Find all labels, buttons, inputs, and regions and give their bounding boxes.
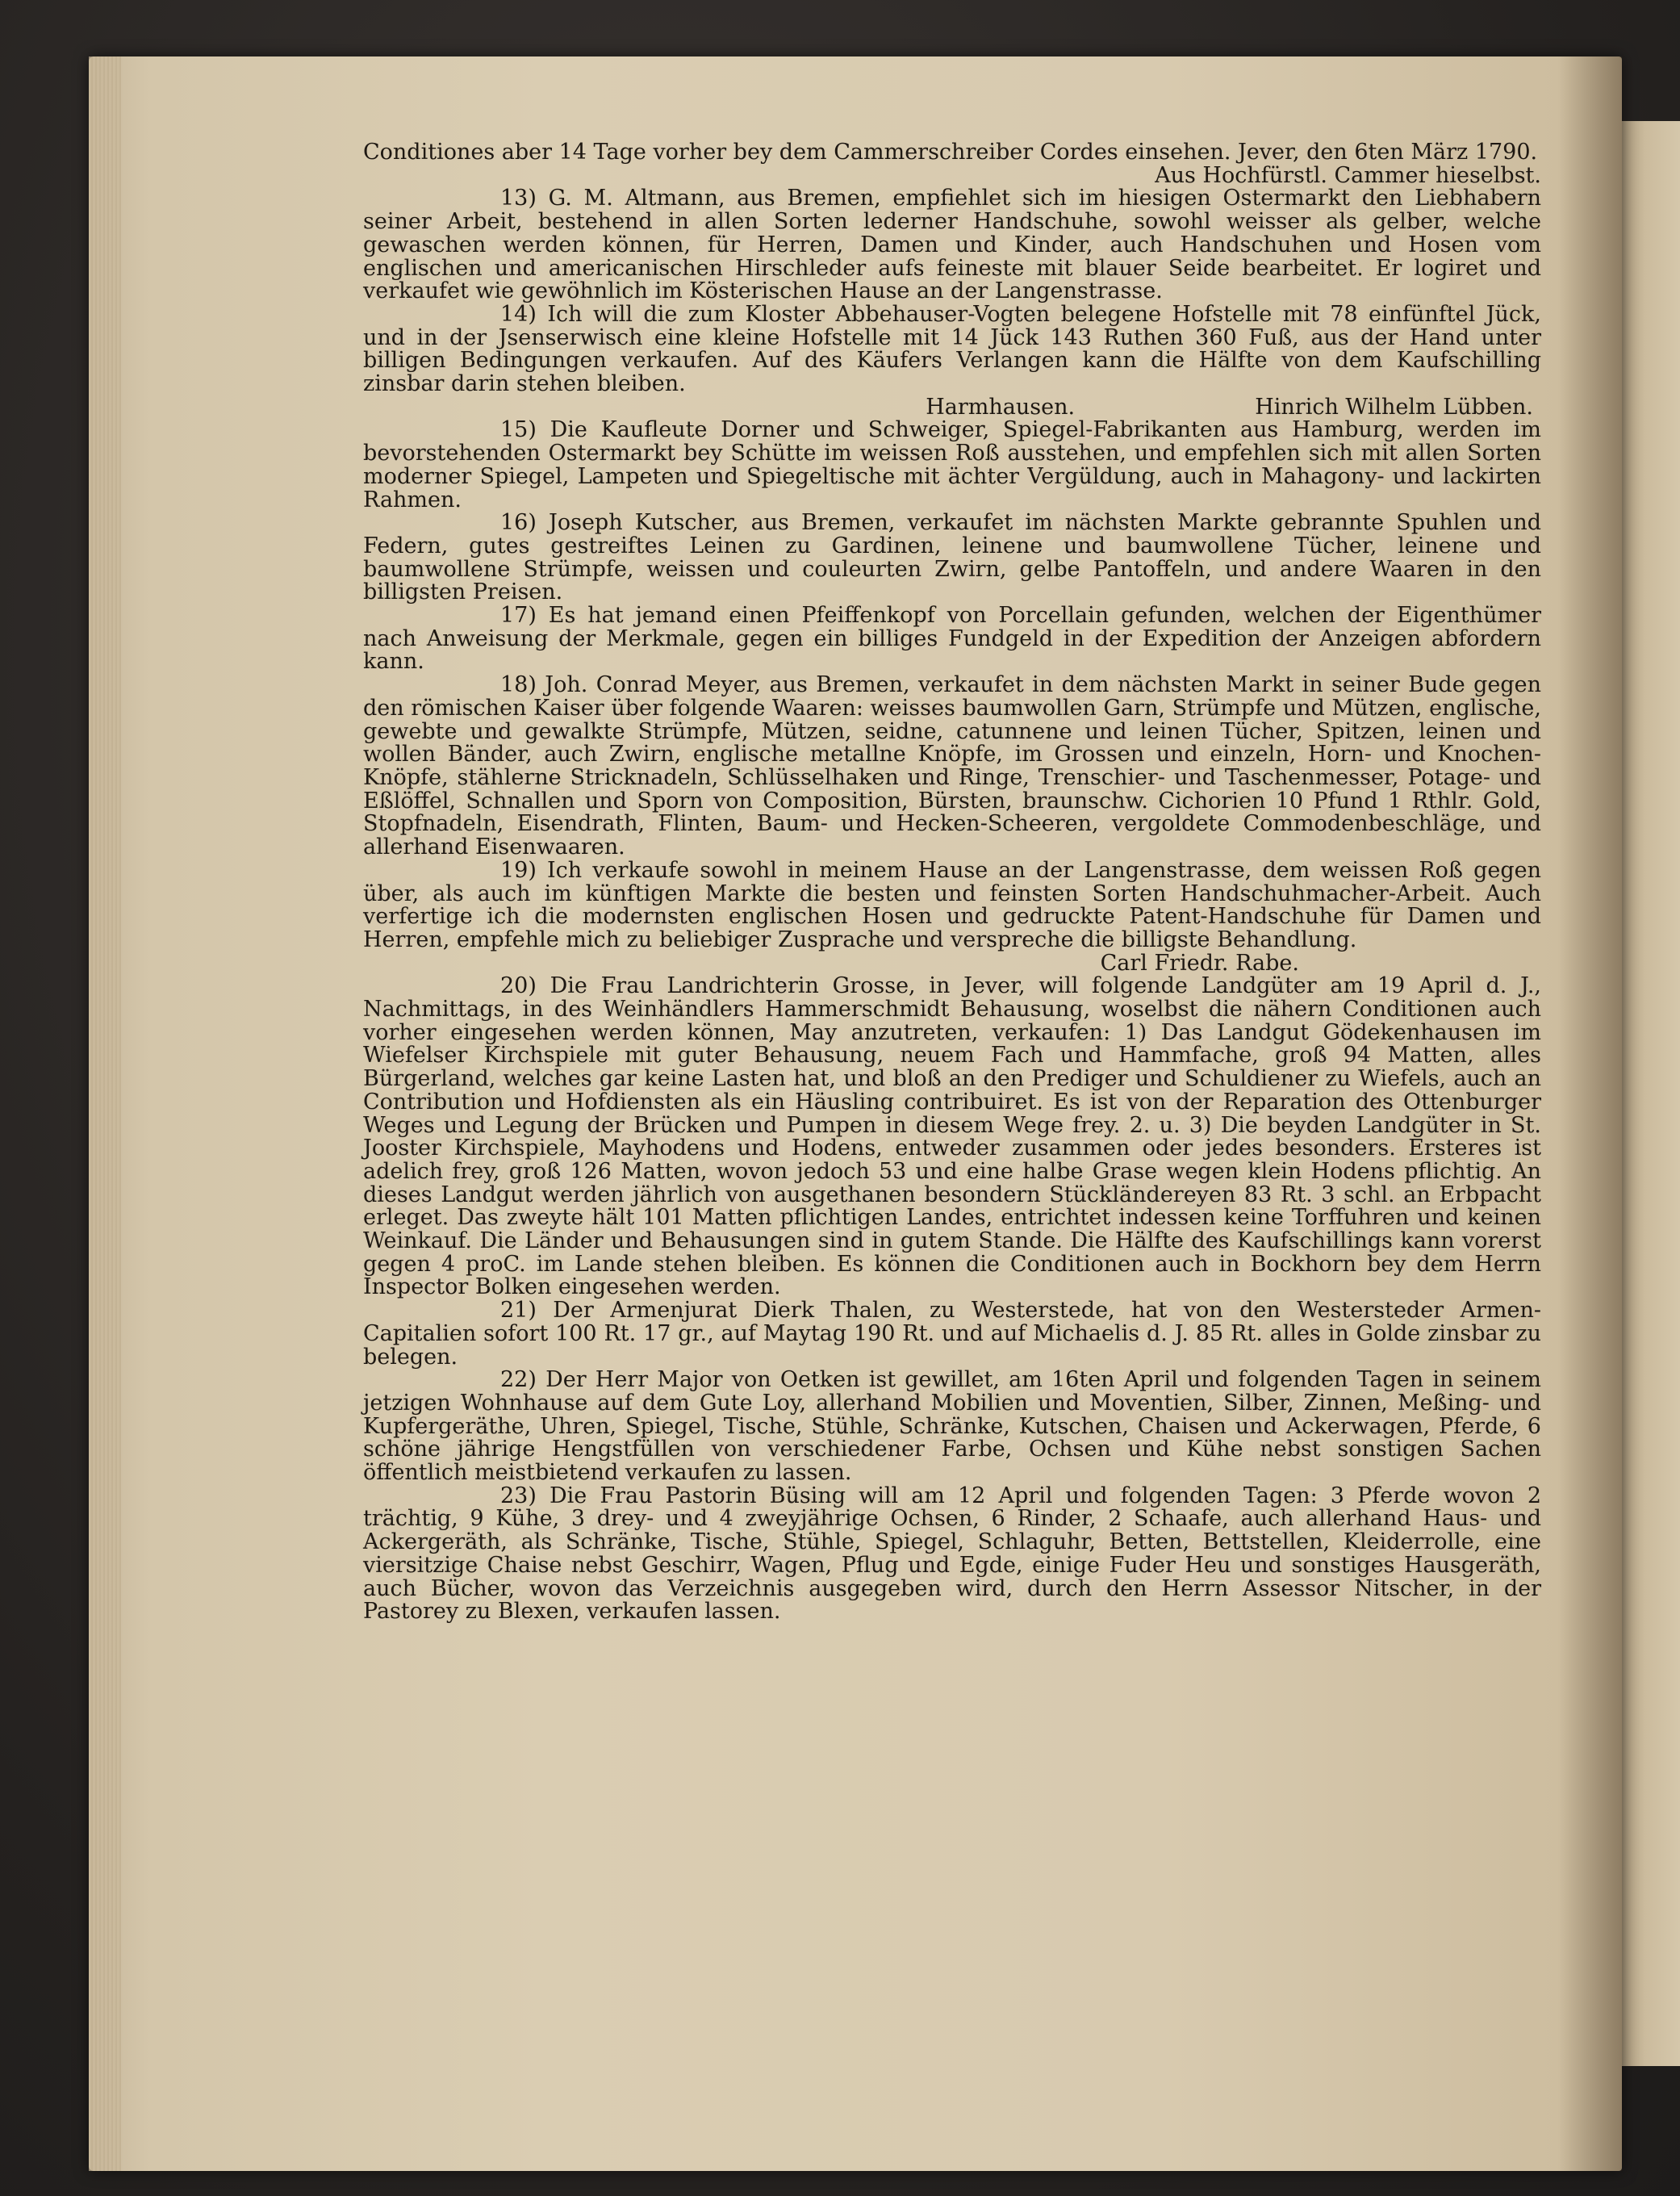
notice-19-name: Carl Friedr. Rabe. (1100, 950, 1299, 976)
intro-signature: Aus Hochfürstl. Cammer hieselbst. (1155, 162, 1541, 188)
notice-23: 23) Die Frau Pastorin Büsing will am 12 April und folgenden Tagen: 3 Pferde wovon 2 trächtig, 9 Kühe, 3 drey- und 4 zweyjährige Ochsen, 6 Rinder, 2 Schaafe, auch allerhand Haus- und Ackergeräth, als Schränke, Tische, Stühle, Spiegel, Schlaguhr, Betten, Bettstellen, Kleiderrolle, eine viersitzige Chaise nebst Geschirr, Wagen, Pflug und Egde, einige Fuder Heu und sonstiges Hausgeräth, auch Bücher, wovon das Verzeichnis ausgegeben wird, durch den Herrn Assessor Nitscher, in der Pastorey zu Blexen, verkaufen lassen. (363, 1483, 1541, 1625)
notice-14-place: Harmhausen. (926, 394, 1076, 420)
page-text (363, 141, 1541, 1624)
notice-20: 20) Die Frau Landrichterin Grosse, in Jever, will folgende Landgüter am 19 April d. J., Nachmittags, in des Weinhändlers Hammerschmidt Behausung, woselbst die nähern Conditionen auch vorher eingesehen werden können, May anzutreten, verkaufen: 1) Das Landgut Gödekenhausen im Wiefelser Kirchspiele mit guter Behausung, neuem Fach und Hammfache, groß 94 Matten, alles Bürgerland, welches gar keine Lasten hat, und bloß an den Prediger und Schuldiener zu Wiefels, auch an Contribution und Hofdiensten als ein Häusling contribuiret. Es ist von der Reparation des Ottenburger Weges und Legung der Brücken und Pumpen in diesem Wege frey. 2. u. 3) Die beyden Landgüter in St. Jooster Kirchspiele, Mayhodens und Hodens, entweder zusammen oder jedes besonders. Ersteres ist adelich frey, groß 126 Matten, wovon jedoch 53 und eine halbe Grase wegen klein Hodens pflichtig. An dieses Landgut werden jährlich von ausgethanen besondern Stückländereyen 83 Rt. 3 schl. an Erbpacht erleget. Das zweyte hält 101 Matten pflichtigen Landes, entrichtet indessen keine Torffuhren und keinen Weinkauf. Die Länder und Behausungen sind in gutem Stande. Die Hälfte des Kaufschillings kann vorerst gegen 4 proC. im Lande stehen bleiben. Es können die Conditionen auch in Bockhorn bey dem Herrn Inspector Bolken eingesehen werden. (363, 973, 1541, 1300)
notice-14: 14) Ich will die zum Kloster Abbehauser-Vogten belegene Hofstelle mit 78 einfünftel Jück, und in der Jsenserwisch eine kleine Hofstelle mit 14 Jück 143 Ruthen 360 Fuß, aus der Hand unter billigen Bedingungen verkaufen. Auf des Käufers Verlangen kann die Hälfte von dem Kaufschilling zinsbar darin stehen bleiben. (363, 301, 1541, 397)
notice-14-signature (363, 396, 1541, 420)
notice-13: 13) G. M. Altmann, aus Bremen, empfiehlet sich im hiesigen Ostermarkt den Liebhabern seiner Arbeit, bestehend in allen Sorten lederner Handschuhe, sowohl weisser als gelber, welche gewaschen werden können, für Herren, Damen und Kinder, auch Handschuhen und Hosen vom englischen und americanischen Hirschleder aufs feineste mit blauer Seide bearbeitet. Er logiret und verkaufet wie gewöhnlich im Kösterischen Hause an der Langenstrasse. (363, 186, 1541, 304)
notice-21: 21) Der Armenjurat Dierk Thalen, zu Westerstede, hat von den Westersteder Armen-Capitalien sofort 100 Rt. 17 gr., auf Maytag 190 Rt. und auf Michaelis d. J. 85 Rt. alles in Golde zinsbar zu belegen. (363, 1298, 1541, 1370)
gutter-shadow (1557, 56, 1622, 2171)
notice-18: 18) Joh. Conrad Meyer, aus Bremen, verkaufet in dem nächsten Markt in seiner Bude gegen den römischen Kaiser über folgende Waaren: weisses baumwollen Garn, Strümpfe und Mützen, englische, gewebte und gewalkte Strümpfe, Mützen, seidne, catunnene und leinen Tücher, Spitzen, leinen und wollen Bänder, auch Zwirn, englische metallne Knöpfe, im Grossen und einzeln, Horn- und Knochen-Knöpfe, stählerne Stricknadeln, Schlüsselhaken und Ringe, Trenschier- und Taschenmesser, Potage- und Eßlöffel, Schnallen und Sporn von Composition, Bürsten, braunschw. Cichorien 10 Pfund 1 Rthlr. Gold, Stopfnadeln, Eisendrath, Flinten, Baum- und Hecken-Scheeren, vergoldete Commodenbeschläge, und allerhand Eisenwaaren. (363, 672, 1541, 860)
notice-22: 22) Der Herr Major von Oetken ist gewillet, am 16ten April und folgenden Tagen in seinem jetzigen Wohnhause auf dem Gute Loy, allerhand Mobilien und Moventien, Silber, Zinnen, Meßing- und Kupfergeräthe, Uhren, Spiegel, Tische, Stühle, Schränke, Kutschen, Chaisen und Ackerwagen, Pferde, 6 schöne jährige Hengstfüllen von verschiedener Farbe, Ochsen und Kühe nebst sonstigen Sachen öffentlich meistbietend verkaufen zu lassen. (363, 1367, 1541, 1486)
notice-14-name: Hinrich Wilhelm Lübben. (1255, 394, 1533, 420)
page-stack-edge (89, 56, 121, 2171)
next-page-edge (1618, 121, 1680, 2066)
notice-19: 19) Ich verkaufe sowohl in meinem Hause an der Langenstrasse, dem weissen Roß gegen über, als auch im künftigen Markte die besten und feinsten Sorten Handschuhmacher-Arbeit. Auch verfertige ich die modernsten englischen Hosen und gedruckte Patent-Handschuhe für Damen und Herren, empfehle mich zu beliebiger Zusprache und verspreche die billigste Behandlung. (363, 857, 1541, 952)
notice-15: 15) Die Kaufleute Dorner und Schweiger, Spiegel-Fabrikanten aus Hamburg, werden im bevorstehenden Ostermarkt bey Schütte im weissen Roß ausstehen, und empfehlen sich mit allen Sorten moderner Spiegel, Lampeten und Spiegeltische mit ächter Vergüldung, auch in Mahagony- und lackirten Rahmen. (363, 417, 1541, 512)
notice-16: 16) Joseph Kutscher, aus Bremen, verkaufet im nächsten Markte gebrannte Spuhlen und Federn, gutes gestreiftes Leinen zu Gardinen, leinene und baumwollene Tücher, leinene und baumwollene Strümpfe, weissen und couleurten Zwirn, gelbe Pantoffeln, und andere Waaren in den billigsten Preisen. (363, 510, 1541, 605)
notice-17: 17) Es hat jemand einen Pfeiffenkopf von Porcellain gefunden, welchen der Eigenthümer nach Anweisung der Merkmale, gegen ein billiges Fundgeld in der Expedition der Anzeigen abfordern kann. (363, 603, 1541, 675)
intro-line: Conditiones aber 14 Tage vorher bey dem Cammerschreiber Cordes einsehen. Jever, den 6ten März 1790. (363, 140, 1538, 165)
